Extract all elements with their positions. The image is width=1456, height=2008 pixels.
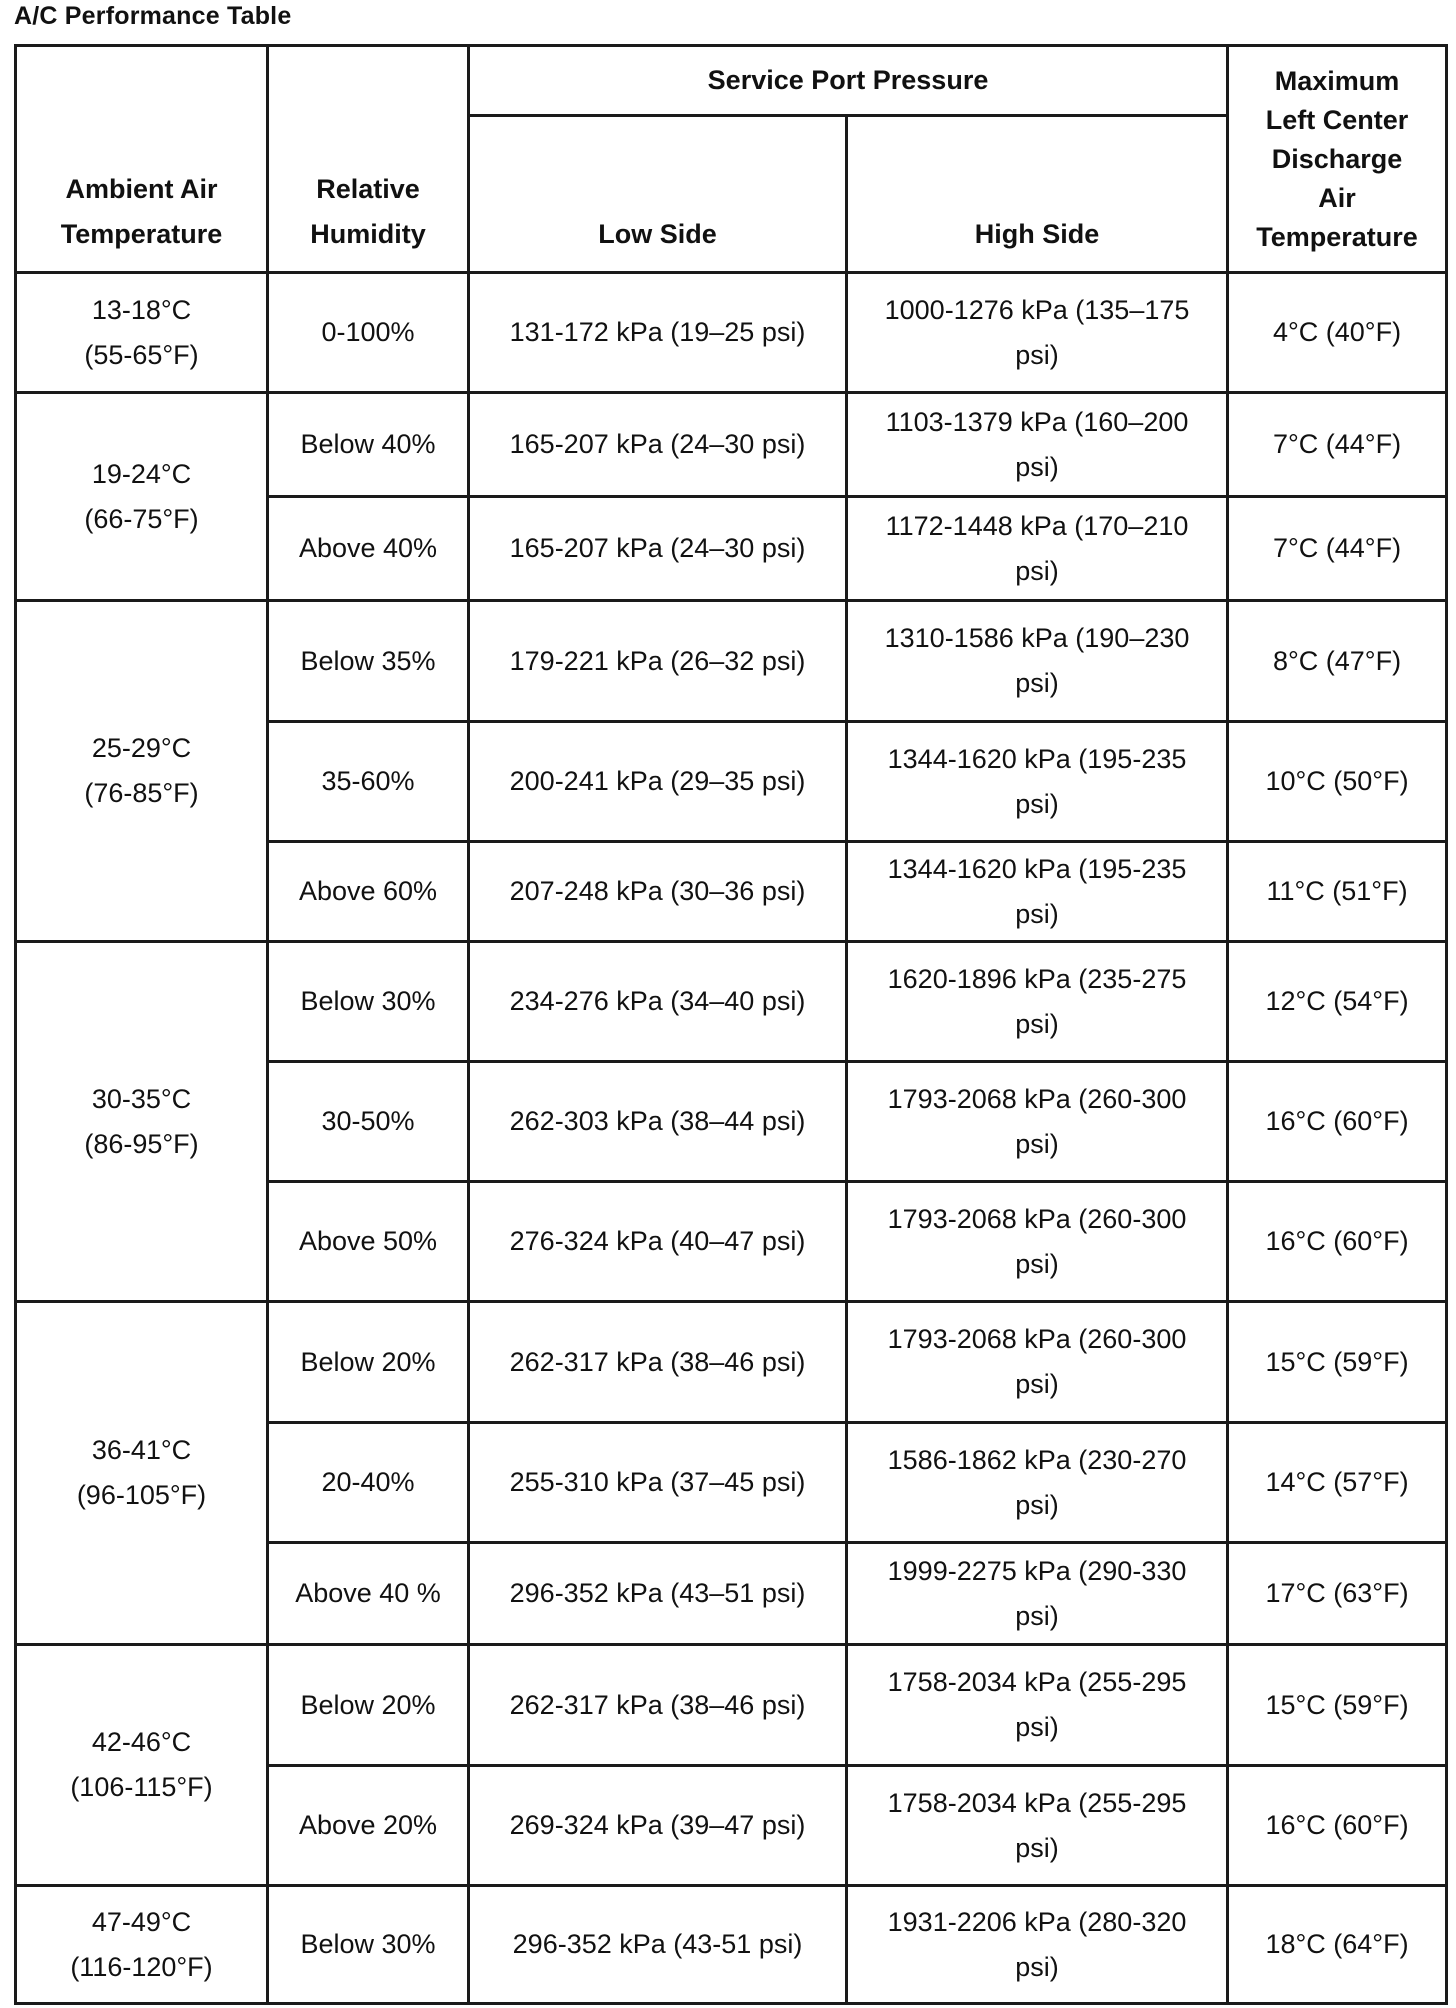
relative-humidity-cell: 35-60% xyxy=(268,722,469,842)
high-side-pressure-cell xyxy=(847,722,1228,842)
ambient-temperature-line: 13-18°C xyxy=(91,294,192,325)
discharge-air-temperature-cell: 18°C (64°F) xyxy=(1228,1886,1447,2004)
high-side-pressure-line: 1344-1620 kPa (195-235 xyxy=(887,743,1187,774)
relative-humidity-cell: Below 30% xyxy=(268,1886,469,2004)
high-side-pressure-cell xyxy=(847,1886,1228,2004)
discharge-air-temperature-cell: 16°C (60°F) xyxy=(1228,1766,1447,1886)
low-side-pressure-cell: 269-324 kPa (39–47 psi) xyxy=(469,1766,847,1886)
ambient-temperature-cell xyxy=(16,1645,268,1886)
high-side-pressure-line: psi) xyxy=(1015,339,1059,370)
header-humidity-line: Humidity xyxy=(310,219,426,249)
high-side-pressure-line: 1758-2034 kPa (255-295 xyxy=(887,1787,1187,1818)
table-row xyxy=(16,1886,1447,2004)
high-side-pressure-line: psi) xyxy=(1015,555,1059,586)
high-side-pressure-line: 1172-1448 kPa (170–210 xyxy=(885,510,1189,541)
discharge-air-temperature-cell: 17°C (63°F) xyxy=(1228,1543,1447,1645)
low-side-pressure-cell: 255-310 kPa (37–45 psi) xyxy=(469,1423,847,1543)
header-service-port-pressure: Service Port Pressure xyxy=(469,46,1228,116)
high-side-pressure-line: psi) xyxy=(1015,1369,1059,1399)
relative-humidity-cell: Below 20% xyxy=(268,1645,469,1766)
ambient-temperature-line: 47-49°C xyxy=(91,1906,192,1937)
table-row xyxy=(16,601,1447,722)
discharge-air-temperature-cell: 15°C (59°F) xyxy=(1228,1302,1447,1423)
high-side-pressure-cell xyxy=(847,1423,1228,1543)
ambient-temperature-line: 30-35°C xyxy=(91,1083,192,1114)
low-side-pressure-cell: 165-207 kPa (24–30 psi) xyxy=(469,497,847,601)
header-discharge-line: Discharge xyxy=(1271,144,1403,174)
low-side-pressure-cell: 207-248 kPa (30–36 psi) xyxy=(469,842,847,942)
high-side-pressure-line: 1793-2068 kPa (260-300 xyxy=(887,1324,1187,1354)
discharge-air-temperature-cell: 14°C (57°F) xyxy=(1228,1423,1447,1543)
relative-humidity-cell: Above 40% xyxy=(268,497,469,601)
high-side-pressure-cell xyxy=(847,842,1228,942)
low-side-pressure-cell: 276-324 kPa (40–47 psi) xyxy=(469,1182,847,1302)
high-side-pressure-line: 1793-2068 kPa (260-300 xyxy=(887,1203,1187,1234)
low-side-pressure-cell: 296-352 kPa (43–51 psi) xyxy=(469,1543,847,1645)
table-body xyxy=(16,46,1447,2004)
ambient-temperature-line: 19-24°C xyxy=(91,458,192,489)
high-side-pressure-line: 1620-1896 kPa (235-275 xyxy=(887,963,1187,994)
discharge-air-temperature-cell: 10°C (50°F) xyxy=(1228,722,1447,842)
high-side-pressure-cell xyxy=(847,1543,1228,1645)
ambient-temperature-line: (55-65°F) xyxy=(84,339,199,370)
relative-humidity-cell: 0-100% xyxy=(268,273,469,393)
high-side-pressure-cell xyxy=(847,273,1228,393)
relative-humidity-cell: Below 35% xyxy=(268,601,469,722)
high-side-pressure-line: psi) xyxy=(1015,1712,1059,1742)
ac-performance-table xyxy=(14,44,1448,2005)
relative-humidity-cell: Below 20% xyxy=(268,1302,469,1423)
header-row-top xyxy=(16,46,1447,116)
high-side-pressure-line: 1931-2206 kPa (280-320 xyxy=(887,1906,1187,1937)
high-side-pressure-line: 1793-2068 kPa (260-300 xyxy=(887,1083,1187,1114)
relative-humidity-cell: 20-40% xyxy=(268,1423,469,1543)
ambient-temperature-line: 42-46°C xyxy=(91,1727,192,1757)
high-side-pressure-line: psi) xyxy=(1015,898,1059,929)
high-side-pressure-line: psi) xyxy=(1015,1008,1059,1039)
low-side-pressure-cell: 179-221 kPa (26–32 psi) xyxy=(469,601,847,722)
table-row xyxy=(16,273,1447,393)
header-max-discharge-air-temperature xyxy=(1228,46,1447,273)
low-side-pressure-cell: 165-207 kPa (24–30 psi) xyxy=(469,393,847,497)
header-discharge-line: Air xyxy=(1318,183,1356,213)
high-side-pressure-line: psi) xyxy=(1015,451,1059,482)
header-humidity-line: Relative xyxy=(316,174,420,204)
relative-humidity-cell: Above 20% xyxy=(268,1766,469,1886)
table-row xyxy=(16,942,1447,1062)
high-side-pressure-line: psi) xyxy=(1015,1128,1059,1159)
header-discharge-line: Maximum xyxy=(1274,66,1400,96)
high-side-pressure-cell xyxy=(847,1766,1228,1886)
discharge-air-temperature-cell: 16°C (60°F) xyxy=(1228,1062,1447,1182)
high-side-pressure-line: psi) xyxy=(1015,1951,1059,1982)
ambient-temperature-cell xyxy=(16,393,268,601)
discharge-air-temperature-cell: 11°C (51°F) xyxy=(1228,842,1447,942)
discharge-air-temperature-cell: 8°C (47°F) xyxy=(1228,601,1447,722)
high-side-pressure-line: psi) xyxy=(1015,788,1059,819)
relative-humidity-cell: 30-50% xyxy=(268,1062,469,1182)
table-row xyxy=(16,393,1447,497)
high-side-pressure-cell xyxy=(847,1302,1228,1423)
high-side-pressure-cell xyxy=(847,497,1228,601)
ambient-temperature-line: (76-85°F) xyxy=(84,778,199,808)
high-side-pressure-line: psi) xyxy=(1015,668,1059,698)
high-side-pressure-line: psi) xyxy=(1015,1832,1059,1863)
ambient-temperature-line: (116-120°F) xyxy=(70,1951,213,1982)
header-ambient-air-temperature xyxy=(16,46,268,273)
ambient-temperature-line: (66-75°F) xyxy=(84,503,199,534)
relative-humidity-cell: Above 50% xyxy=(268,1182,469,1302)
relative-humidity-cell: Below 40% xyxy=(268,393,469,497)
high-side-pressure-line: 1999-2275 kPa (290-330 xyxy=(887,1555,1187,1586)
discharge-air-temperature-cell: 12°C (54°F) xyxy=(1228,942,1447,1062)
ambient-temperature-line: 25-29°C xyxy=(91,733,192,763)
high-side-pressure-line: 1344-1620 kPa (195-235 xyxy=(887,853,1187,884)
ambient-temperature-line: (106-115°F) xyxy=(70,1772,213,1802)
high-side-pressure-line: 1000-1276 kPa (135–175 xyxy=(884,294,1190,325)
high-side-pressure-line: 1310-1586 kPa (190–230 xyxy=(884,623,1190,653)
high-side-pressure-cell xyxy=(847,1062,1228,1182)
high-side-pressure-line: 1758-2034 kPa (255-295 xyxy=(887,1667,1187,1697)
ambient-temperature-cell xyxy=(16,601,268,942)
discharge-air-temperature-cell: 15°C (59°F) xyxy=(1228,1645,1447,1766)
relative-humidity-cell: Above 60% xyxy=(268,842,469,942)
relative-humidity-cell: Above 40 % xyxy=(268,1543,469,1645)
low-side-pressure-cell: 234-276 kPa (34–40 psi) xyxy=(469,942,847,1062)
high-side-pressure-cell xyxy=(847,601,1228,722)
table-row xyxy=(16,1302,1447,1423)
high-side-pressure-line: 1586-1862 kPa (230-270 xyxy=(887,1444,1187,1475)
header-high-side: High Side xyxy=(847,116,1228,273)
low-side-pressure-cell: 262-317 kPa (38–46 psi) xyxy=(469,1645,847,1766)
high-side-pressure-cell xyxy=(847,1182,1228,1302)
high-side-pressure-cell xyxy=(847,942,1228,1062)
discharge-air-temperature-cell: 16°C (60°F) xyxy=(1228,1182,1447,1302)
header-relative-humidity xyxy=(268,46,469,273)
header-low-side: Low Side xyxy=(469,116,847,273)
ambient-temperature-line: (86-95°F) xyxy=(84,1128,199,1159)
ambient-temperature-cell xyxy=(16,1302,268,1645)
table-title: A/C Performance Table xyxy=(14,2,292,30)
ambient-temperature-line: 36-41°C xyxy=(91,1435,192,1465)
high-side-pressure-line: psi) xyxy=(1015,1489,1059,1520)
high-side-pressure-line: psi) xyxy=(1015,1248,1059,1279)
ambient-temperature-line: (96-105°F) xyxy=(76,1480,207,1510)
high-side-pressure-line: psi) xyxy=(1015,1600,1059,1631)
header-discharge-line: Temperature xyxy=(1256,222,1418,252)
low-side-pressure-cell: 131-172 kPa (19–25 psi) xyxy=(469,273,847,393)
header-ambient-line: Ambient Air xyxy=(65,174,218,204)
low-side-pressure-cell: 200-241 kPa (29–35 psi) xyxy=(469,722,847,842)
low-side-pressure-cell: 296-352 kPa (43-51 psi) xyxy=(469,1886,847,2004)
high-side-pressure-line: 1103-1379 kPa (160–200 xyxy=(885,406,1189,437)
header-discharge-line: Left Center xyxy=(1265,105,1409,135)
low-side-pressure-cell: 262-317 kPa (38–46 psi) xyxy=(469,1302,847,1423)
high-side-pressure-cell xyxy=(847,1645,1228,1766)
relative-humidity-cell: Below 30% xyxy=(268,942,469,1062)
discharge-air-temperature-cell: 7°C (44°F) xyxy=(1228,393,1447,497)
ambient-temperature-cell xyxy=(16,1886,268,2004)
header-ambient-line: Temperature xyxy=(60,219,223,249)
discharge-air-temperature-cell: 4°C (40°F) xyxy=(1228,273,1447,393)
high-side-pressure-cell xyxy=(847,393,1228,497)
discharge-air-temperature-cell: 7°C (44°F) xyxy=(1228,497,1447,601)
low-side-pressure-cell: 262-303 kPa (38–44 psi) xyxy=(469,1062,847,1182)
ambient-temperature-cell xyxy=(16,273,268,393)
table-row xyxy=(16,1645,1447,1766)
ambient-temperature-cell xyxy=(16,942,268,1302)
